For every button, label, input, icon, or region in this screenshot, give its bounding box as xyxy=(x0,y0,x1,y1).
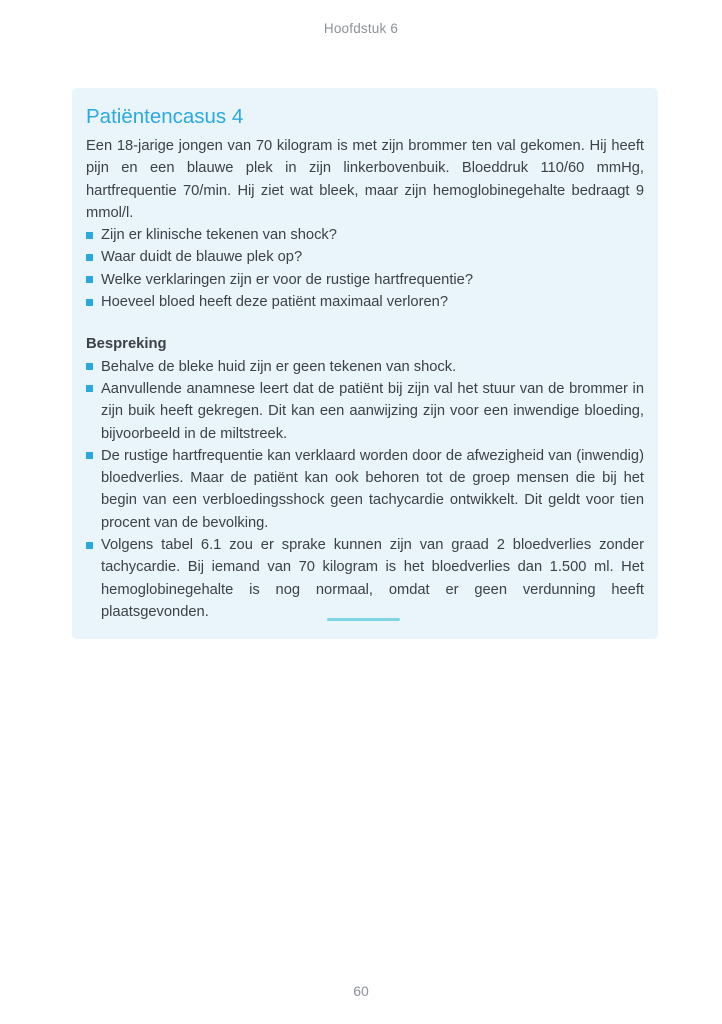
page-number: 60 xyxy=(353,983,369,999)
discussion-item xyxy=(86,534,644,623)
question-text: Waar duidt de blauwe plek op? xyxy=(101,249,303,266)
bullet-square-icon xyxy=(86,452,93,459)
bullet-square-icon xyxy=(86,254,93,261)
discussion-item xyxy=(86,356,644,378)
discussion-heading: Bespreking xyxy=(86,336,167,353)
bullet-square-icon xyxy=(86,299,93,306)
question-item xyxy=(86,224,644,246)
case-intro-paragraph: Een 18-jarige jongen van 70 kilogram is met zijn brommer ten val gekomen. Hij heeft pijn en een blauwe plek in zijn linkerbovenbuik. Bloeddruk 110/60 mmHg, hartfrequentie 70/min. Hij ziet wat bleek, maar zijn hemoglobinegehalte bedraagt 9 mmol/l. xyxy=(86,138,644,221)
question-list xyxy=(86,224,644,313)
chapter-header: Hoofdstuk 6 xyxy=(323,21,399,36)
case-title: Patiëntencasus 4 xyxy=(86,105,244,128)
bullet-square-icon xyxy=(86,542,93,549)
question-text: Welke verklaringen zijn er voor de rustige hartfrequentie? xyxy=(101,271,474,288)
discussion-item xyxy=(86,445,644,534)
bullet-square-icon xyxy=(86,232,93,239)
patient-case-box xyxy=(72,88,658,639)
question-item xyxy=(86,269,644,291)
discussion-list xyxy=(86,356,644,624)
question-item xyxy=(86,246,644,268)
discussion-text: De rustige hartfrequentie kan verklaard worden door de afwezigheid van (inwendig) bloedverlies. Maar de patiënt kan ook behoren tot de groep mensen die bij het begin van een verbloedingsshock geen tachycardie ontwikkelt. Dit geldt voor tien procent van de bevolking. xyxy=(101,447,644,531)
bullet-square-icon xyxy=(86,363,93,370)
question-text: Hoeveel bloed heeft deze patiënt maximaal verloren? xyxy=(101,294,448,311)
question-text: Zijn er klinische tekenen van shock? xyxy=(101,227,337,244)
section-divider-line xyxy=(327,618,400,621)
bullet-square-icon xyxy=(86,385,93,392)
discussion-text: Aanvullende anamnese leert dat de patiënt bij zijn val het stuur van de brommer in zijn buik heeft gekregen. Dit kan een aanwijzing zijn voor een inwendige bloeding, bijvoorbeeld in de miltstreek. xyxy=(101,380,644,442)
discussion-text: Volgens tabel 6.1 zou er sprake kunnen zijn van graad 2 bloedverlies zonder tachycardie. Bij iemand van 70 kilogram is het bloedverlies dan 1.500 ml. Het hemoglobinegehalte is nog normaal, omdat er geen verdunning heeft plaatsgevonden. xyxy=(101,537,644,620)
discussion-text: Behalve de bleke huid zijn er geen tekenen van shock. xyxy=(101,358,457,375)
bullet-square-icon xyxy=(86,276,93,283)
discussion-item xyxy=(86,378,644,445)
question-item xyxy=(86,291,644,313)
